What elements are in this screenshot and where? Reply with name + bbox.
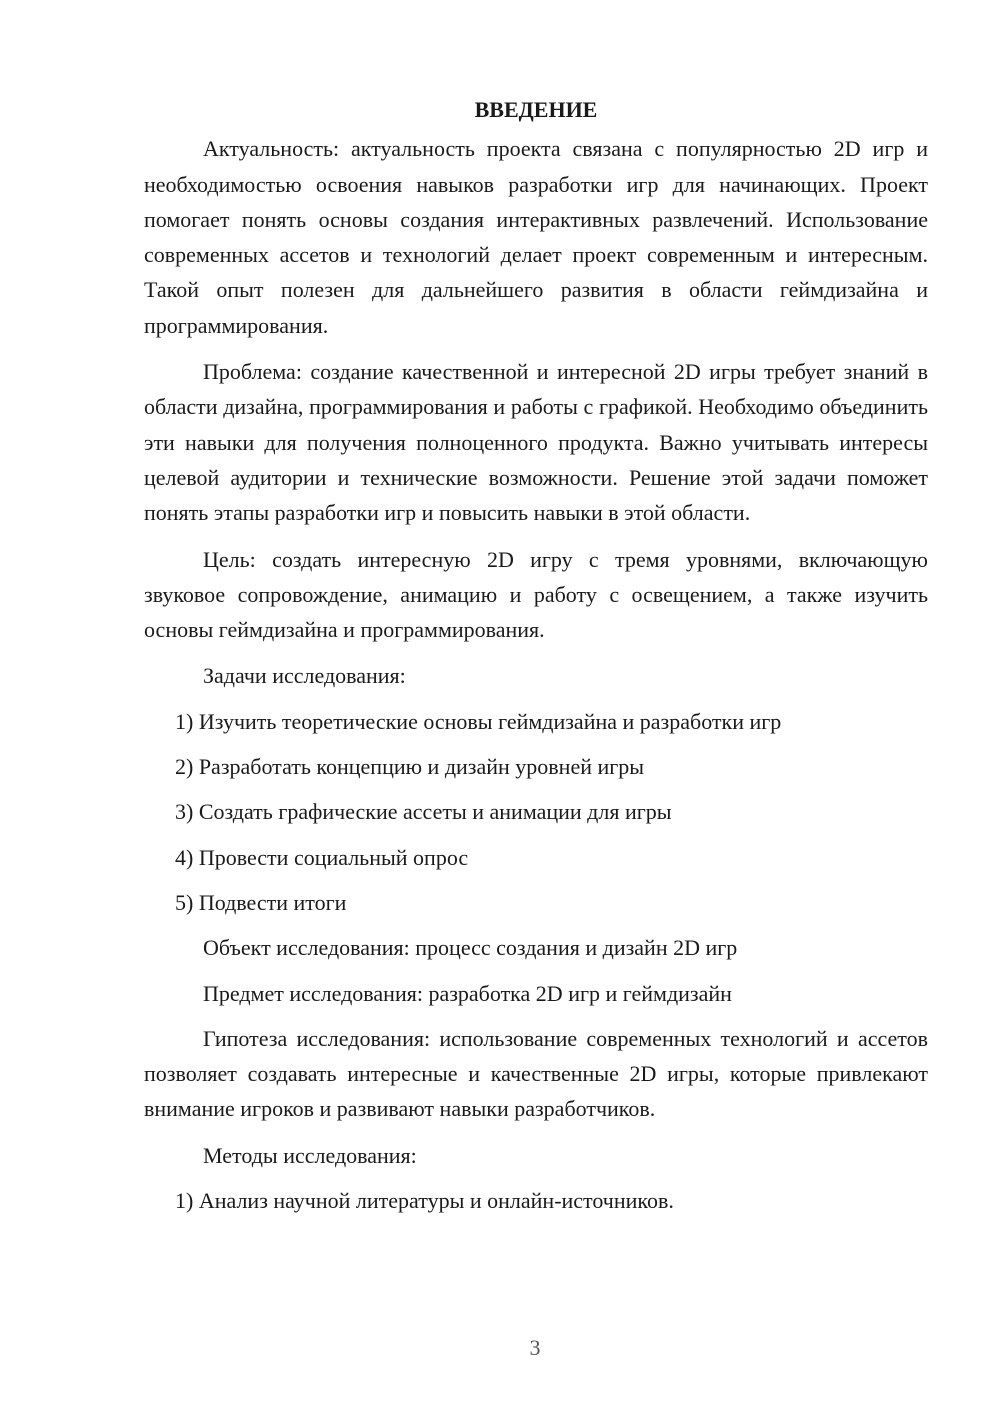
subject-line: Предмет исследования: разработка 2D игр и геймдизайн [203, 980, 732, 1006]
list-item: 1) Анализ научной литературы и онлайн-источников. [175, 1188, 674, 1214]
relevance-paragraph: Актуальность: актуальность проекта связана с популярностью 2D игр и необходимостью освоения навыков разработки игр для начинающих. Проект помогает понять основы создания интерактивных развлечений. Использование современных ассетов и технологий делает проект современным и интересным. Такой опыт полезен для дальнейшего развития в области геймдизайна и программирования. [144, 136, 928, 338]
tasks-list [144, 704, 928, 920]
methods-list [144, 1183, 928, 1218]
list-item: 1) Изучить теоретические основы геймдизайна и разработки игр [175, 708, 782, 734]
list-item: 3) Создать графические ассеты и анимации для игры [175, 799, 672, 825]
goal-paragraph: Цель: создать интересную 2D игру с тремя уровнями, включающую звуковое сопровождение, анимацию и работу с освещением, а также изучить основы геймдизайна и программирования. [144, 546, 928, 643]
problem-paragraph: Проблема: создание качественной и интересной 2D игры требует знаний в области дизайна, программирования и работы с графикой. Необходимо объединить эти навыки для получения полноценного продукта. Важно учитывать интересы целевой аудитории и технические возможности. Решение этой задачи поможет понять этапы разработки игр и повысить навыки в этой области. [144, 359, 928, 526]
hypothesis-paragraph: Гипотеза исследования: использование современных технологий и ассетов позволяет создавать интересные и качественные 2D игры, которые привлекают внимание игроков и развивают навыки разработчиков. [144, 1025, 928, 1122]
list-item: 4) Провести социальный опрос [175, 844, 469, 870]
tasks-heading: Задачи исследования: [203, 663, 406, 689]
page-title: ВВЕДЕНИЕ [474, 97, 598, 122]
page-number: 3 [529, 1335, 541, 1360]
methods-heading: Методы исследования: [203, 1142, 417, 1168]
object-line: Объект исследования: процесс создания и дизайн 2D игр [203, 935, 738, 961]
list-item: 2) Разработать концепцию и дизайн уровней игры [175, 754, 645, 780]
document-body [144, 92, 928, 1228]
list-item: 5) Подвести итоги [175, 889, 347, 915]
